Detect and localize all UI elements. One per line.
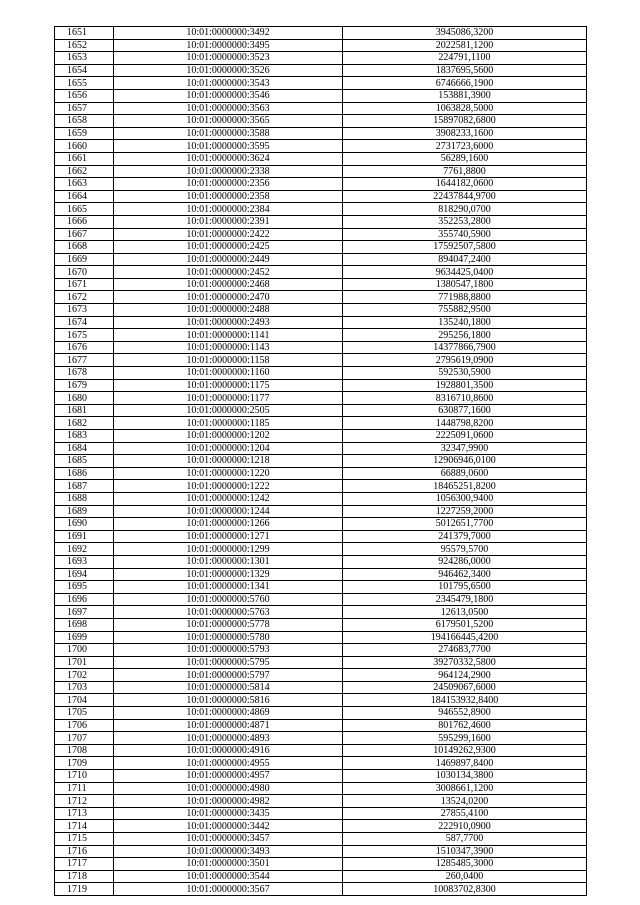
table-row	[55, 354, 587, 367]
cadastral-number-cell: 10:01:0000000:3526	[114, 64, 343, 77]
cadastral-number-cell: 10:01:0000000:3563	[114, 102, 343, 115]
cadastral-number-cell: 10:01:0000000:1222	[114, 480, 343, 493]
value-cell: 1030134,3800	[343, 770, 587, 783]
table-row	[55, 228, 587, 241]
row-number-cell: 1667	[55, 228, 114, 241]
table-row	[55, 64, 587, 77]
row-number-cell: 1709	[55, 757, 114, 770]
cadastral-number-cell: 10:01:0000000:2384	[114, 203, 343, 216]
value-cell: 17592507,5800	[343, 241, 587, 254]
table-row	[55, 190, 587, 203]
table-row	[55, 467, 587, 480]
cadastral-number-cell: 10:01:0000000:4893	[114, 732, 343, 745]
row-number-cell: 1673	[55, 304, 114, 317]
row-number-cell: 1683	[55, 430, 114, 443]
row-number-cell: 1677	[55, 354, 114, 367]
table-row	[55, 127, 587, 140]
cadastral-number-cell: 10:01:0000000:1242	[114, 492, 343, 505]
table-row	[55, 795, 587, 808]
cadastral-number-cell: 10:01:0000000:5778	[114, 618, 343, 631]
cadastral-number-cell: 10:01:0000000:4871	[114, 719, 343, 732]
table-row	[55, 52, 587, 65]
table-row	[55, 379, 587, 392]
value-cell: 946552,8900	[343, 707, 587, 720]
value-cell: 8316710,8600	[343, 392, 587, 405]
value-cell: 95579,5700	[343, 543, 587, 556]
cadastral-number-cell: 10:01:0000000:3457	[114, 833, 343, 846]
value-cell: 801762,4600	[343, 719, 587, 732]
value-cell: 18465251,8200	[343, 480, 587, 493]
cadastral-number-cell: 10:01:0000000:5814	[114, 681, 343, 694]
value-cell: 241379,7000	[343, 530, 587, 543]
row-number-cell: 1699	[55, 631, 114, 644]
value-cell: 222910,0900	[343, 820, 587, 833]
row-number-cell: 1682	[55, 417, 114, 430]
value-cell: 592530,5900	[343, 367, 587, 380]
value-cell: 1285485,3000	[343, 858, 587, 871]
row-number-cell: 1661	[55, 152, 114, 165]
cadastral-number-cell: 10:01:0000000:3523	[114, 52, 343, 65]
table-row	[55, 694, 587, 707]
row-number-cell: 1687	[55, 480, 114, 493]
row-number-cell: 1711	[55, 782, 114, 795]
cadastral-number-cell: 10:01:0000000:2425	[114, 241, 343, 254]
row-number-cell: 1675	[55, 329, 114, 342]
row-number-cell: 1713	[55, 807, 114, 820]
cadastral-number-cell: 10:01:0000000:4982	[114, 795, 343, 808]
value-cell: 894047,2400	[343, 253, 587, 266]
row-number-cell: 1692	[55, 543, 114, 556]
table-row	[55, 707, 587, 720]
value-cell: 352253,2800	[343, 215, 587, 228]
table-row	[55, 215, 587, 228]
value-cell: 1063828,5000	[343, 102, 587, 115]
row-number-cell: 1689	[55, 505, 114, 518]
cadastral-number-cell: 10:01:0000000:1341	[114, 581, 343, 594]
table-row	[55, 530, 587, 543]
cadastral-number-cell: 10:01:0000000:1202	[114, 430, 343, 443]
table-row	[55, 442, 587, 455]
row-number-cell: 1664	[55, 190, 114, 203]
cadastral-table	[54, 26, 587, 896]
table-row	[55, 568, 587, 581]
value-cell: 101795,6500	[343, 581, 587, 594]
value-cell: 1056300,9400	[343, 492, 587, 505]
table-row	[55, 505, 587, 518]
cadastral-number-cell: 10:01:0000000:2470	[114, 291, 343, 304]
row-number-cell: 1678	[55, 367, 114, 380]
table-row	[55, 581, 587, 594]
row-number-cell: 1670	[55, 266, 114, 279]
table-row	[55, 656, 587, 669]
row-number-cell: 1651	[55, 27, 114, 40]
value-cell: 7761,8800	[343, 165, 587, 178]
cadastral-number-cell: 10:01:0000000:2449	[114, 253, 343, 266]
row-number-cell: 1696	[55, 593, 114, 606]
cadastral-number-cell: 10:01:0000000:5793	[114, 644, 343, 657]
value-cell: 12613,0500	[343, 606, 587, 619]
cadastral-number-cell: 10:01:0000000:3588	[114, 127, 343, 140]
row-number-cell: 1718	[55, 870, 114, 883]
value-cell: 184153932,8400	[343, 694, 587, 707]
value-cell: 1928801,3500	[343, 379, 587, 392]
table-row	[55, 115, 587, 128]
row-number-cell: 1653	[55, 52, 114, 65]
row-number-cell: 1656	[55, 89, 114, 102]
row-number-cell: 1708	[55, 744, 114, 757]
value-cell: 595299,1600	[343, 732, 587, 745]
table-row	[55, 644, 587, 657]
value-cell: 12906946,0100	[343, 455, 587, 468]
row-number-cell: 1704	[55, 694, 114, 707]
table-row	[55, 178, 587, 191]
table-row	[55, 833, 587, 846]
value-cell: 2225091,0600	[343, 430, 587, 443]
table-row	[55, 480, 587, 493]
row-number-cell: 1686	[55, 467, 114, 480]
table-row	[55, 341, 587, 354]
cadastral-number-cell: 10:01:0000000:1177	[114, 392, 343, 405]
value-cell: 3008661,1200	[343, 782, 587, 795]
table-row	[55, 404, 587, 417]
cadastral-number-cell: 10:01:0000000:5797	[114, 669, 343, 682]
cadastral-number-cell: 10:01:0000000:4955	[114, 757, 343, 770]
cadastral-number-cell: 10:01:0000000:3624	[114, 152, 343, 165]
cadastral-number-cell: 10:01:0000000:4980	[114, 782, 343, 795]
row-number-cell: 1705	[55, 707, 114, 720]
value-cell: 10149262,9300	[343, 744, 587, 757]
cadastral-number-cell: 10:01:0000000:2422	[114, 228, 343, 241]
table-row	[55, 203, 587, 216]
table-row	[55, 669, 587, 682]
table-row	[55, 757, 587, 770]
cadastral-number-cell: 10:01:0000000:3543	[114, 77, 343, 90]
row-number-cell: 1701	[55, 656, 114, 669]
table-row	[55, 681, 587, 694]
table-row	[55, 417, 587, 430]
cadastral-number-cell: 10:01:0000000:1185	[114, 417, 343, 430]
table-row	[55, 367, 587, 380]
table-row	[55, 870, 587, 883]
row-number-cell: 1719	[55, 883, 114, 896]
table-row	[55, 820, 587, 833]
row-number-cell: 1660	[55, 140, 114, 153]
value-cell: 3945086,3200	[343, 27, 587, 40]
cadastral-number-cell: 10:01:0000000:4916	[114, 744, 343, 757]
cadastral-number-cell: 10:01:0000000:1141	[114, 329, 343, 342]
row-number-cell: 1694	[55, 568, 114, 581]
row-number-cell: 1702	[55, 669, 114, 682]
row-number-cell: 1663	[55, 178, 114, 191]
row-number-cell: 1685	[55, 455, 114, 468]
table-row	[55, 165, 587, 178]
table-row	[55, 455, 587, 468]
row-number-cell: 1672	[55, 291, 114, 304]
cadastral-number-cell: 10:01:0000000:5780	[114, 631, 343, 644]
cadastral-number-cell: 10:01:0000000:3492	[114, 27, 343, 40]
cadastral-number-cell: 10:01:0000000:2452	[114, 266, 343, 279]
value-cell: 24509067,6000	[343, 681, 587, 694]
row-number-cell: 1684	[55, 442, 114, 455]
table-row	[55, 732, 587, 745]
cadastral-number-cell: 10:01:0000000:4869	[114, 707, 343, 720]
table-row	[55, 89, 587, 102]
value-cell: 153881,3900	[343, 89, 587, 102]
value-cell: 2022581,1200	[343, 39, 587, 52]
cadastral-number-cell: 10:01:0000000:2493	[114, 316, 343, 329]
table-row	[55, 77, 587, 90]
row-number-cell: 1652	[55, 39, 114, 52]
value-cell: 14377866,7900	[343, 341, 587, 354]
value-cell: 1644182,0600	[343, 178, 587, 191]
table-row	[55, 807, 587, 820]
value-cell: 135240,1800	[343, 316, 587, 329]
row-number-cell: 1698	[55, 618, 114, 631]
row-number-cell: 1668	[55, 241, 114, 254]
cadastral-number-cell: 10:01:0000000:3501	[114, 858, 343, 871]
row-number-cell: 1716	[55, 845, 114, 858]
table-row	[55, 593, 587, 606]
cadastral-number-cell: 10:01:0000000:2505	[114, 404, 343, 417]
value-cell: 39270332,5800	[343, 656, 587, 669]
value-cell: 2345479,1800	[343, 593, 587, 606]
row-number-cell: 1695	[55, 581, 114, 594]
table-row	[55, 291, 587, 304]
value-cell: 66889,0600	[343, 467, 587, 480]
value-cell: 22437844,9700	[343, 190, 587, 203]
cadastral-number-cell: 10:01:0000000:5760	[114, 593, 343, 606]
value-cell: 274683,7700	[343, 644, 587, 657]
cadastral-number-cell: 10:01:0000000:2391	[114, 215, 343, 228]
cadastral-number-cell: 10:01:0000000:3565	[114, 115, 343, 128]
row-number-cell: 1717	[55, 858, 114, 871]
table-row	[55, 39, 587, 52]
table-row	[55, 883, 587, 896]
value-cell: 355740,5900	[343, 228, 587, 241]
value-cell: 630877,1600	[343, 404, 587, 417]
cadastral-number-cell: 10:01:0000000:3442	[114, 820, 343, 833]
cadastral-number-cell: 10:01:0000000:4957	[114, 770, 343, 783]
table-row	[55, 845, 587, 858]
value-cell: 924286,0000	[343, 555, 587, 568]
table-body	[55, 27, 587, 896]
value-cell: 9634425,0400	[343, 266, 587, 279]
value-cell: 964124,2900	[343, 669, 587, 682]
value-cell: 1227259,2000	[343, 505, 587, 518]
value-cell: 5012651,7700	[343, 518, 587, 531]
row-number-cell: 1662	[55, 165, 114, 178]
cadastral-number-cell: 10:01:0000000:1329	[114, 568, 343, 581]
value-cell: 13524,0200	[343, 795, 587, 808]
row-number-cell: 1703	[55, 681, 114, 694]
table-row	[55, 744, 587, 757]
table-row	[55, 543, 587, 556]
table-row	[55, 719, 587, 732]
row-number-cell: 1676	[55, 341, 114, 354]
cadastral-number-cell: 10:01:0000000:5795	[114, 656, 343, 669]
value-cell: 1448798,8200	[343, 417, 587, 430]
row-number-cell: 1714	[55, 820, 114, 833]
cadastral-number-cell: 10:01:0000000:3493	[114, 845, 343, 858]
row-number-cell: 1674	[55, 316, 114, 329]
row-number-cell: 1669	[55, 253, 114, 266]
value-cell: 946462,3400	[343, 568, 587, 581]
cadastral-number-cell: 10:01:0000000:2358	[114, 190, 343, 203]
value-cell: 1380547,1800	[343, 278, 587, 291]
cadastral-number-cell: 10:01:0000000:1160	[114, 367, 343, 380]
value-cell: 56289,1600	[343, 152, 587, 165]
value-cell: 6746666,1900	[343, 77, 587, 90]
table-row	[55, 606, 587, 619]
table-row	[55, 770, 587, 783]
cadastral-number-cell: 10:01:0000000:2468	[114, 278, 343, 291]
row-number-cell: 1681	[55, 404, 114, 417]
row-number-cell: 1710	[55, 770, 114, 783]
row-number-cell: 1691	[55, 530, 114, 543]
cadastral-number-cell: 10:01:0000000:2356	[114, 178, 343, 191]
row-number-cell: 1679	[55, 379, 114, 392]
value-cell: 15897082,6800	[343, 115, 587, 128]
table-row	[55, 631, 587, 644]
row-number-cell: 1688	[55, 492, 114, 505]
row-number-cell: 1707	[55, 732, 114, 745]
row-number-cell: 1690	[55, 518, 114, 531]
cadastral-number-cell: 10:01:0000000:3546	[114, 89, 343, 102]
row-number-cell: 1706	[55, 719, 114, 732]
cadastral-number-cell: 10:01:0000000:3595	[114, 140, 343, 153]
value-cell: 295256,1800	[343, 329, 587, 342]
cadastral-number-cell: 10:01:0000000:1220	[114, 467, 343, 480]
value-cell: 771988,8800	[343, 291, 587, 304]
value-cell: 818290,0700	[343, 203, 587, 216]
table-row	[55, 278, 587, 291]
cadastral-number-cell: 10:01:0000000:3544	[114, 870, 343, 883]
table-row	[55, 430, 587, 443]
cadastral-number-cell: 10:01:0000000:2488	[114, 304, 343, 317]
table-row	[55, 858, 587, 871]
cadastral-number-cell: 10:01:0000000:1158	[114, 354, 343, 367]
cadastral-number-cell: 10:01:0000000:1218	[114, 455, 343, 468]
row-number-cell: 1658	[55, 115, 114, 128]
table-row	[55, 253, 587, 266]
cadastral-number-cell: 10:01:0000000:3495	[114, 39, 343, 52]
value-cell: 32347,9900	[343, 442, 587, 455]
value-cell: 1469897,8400	[343, 757, 587, 770]
cadastral-number-cell: 10:01:0000000:2338	[114, 165, 343, 178]
table-row	[55, 266, 587, 279]
row-number-cell: 1700	[55, 644, 114, 657]
cadastral-number-cell: 10:01:0000000:1271	[114, 530, 343, 543]
row-number-cell: 1655	[55, 77, 114, 90]
cadastral-number-cell: 10:01:0000000:1143	[114, 341, 343, 354]
row-number-cell: 1693	[55, 555, 114, 568]
table-row	[55, 241, 587, 254]
cadastral-number-cell: 10:01:0000000:1175	[114, 379, 343, 392]
value-cell: 1510347,3900	[343, 845, 587, 858]
table-row	[55, 329, 587, 342]
table-row	[55, 152, 587, 165]
row-number-cell: 1715	[55, 833, 114, 846]
cadastral-number-cell: 10:01:0000000:3567	[114, 883, 343, 896]
table-row	[55, 140, 587, 153]
value-cell: 6179501,5200	[343, 618, 587, 631]
row-number-cell: 1697	[55, 606, 114, 619]
value-cell: 194166445,4200	[343, 631, 587, 644]
value-cell: 587,7700	[343, 833, 587, 846]
row-number-cell: 1666	[55, 215, 114, 228]
row-number-cell: 1712	[55, 795, 114, 808]
cadastral-number-cell: 10:01:0000000:1204	[114, 442, 343, 455]
row-number-cell: 1654	[55, 64, 114, 77]
cadastral-number-cell: 10:01:0000000:1299	[114, 543, 343, 556]
table-row	[55, 102, 587, 115]
row-number-cell: 1665	[55, 203, 114, 216]
value-cell: 3908233,1600	[343, 127, 587, 140]
table-row	[55, 782, 587, 795]
row-number-cell: 1680	[55, 392, 114, 405]
table-row	[55, 518, 587, 531]
table-row	[55, 27, 587, 40]
cadastral-number-cell: 10:01:0000000:1301	[114, 555, 343, 568]
value-cell: 2731723,6000	[343, 140, 587, 153]
table-row	[55, 618, 587, 631]
table-row	[55, 492, 587, 505]
row-number-cell: 1671	[55, 278, 114, 291]
row-number-cell: 1659	[55, 127, 114, 140]
row-number-cell: 1657	[55, 102, 114, 115]
cadastral-number-cell: 10:01:0000000:5816	[114, 694, 343, 707]
cadastral-number-cell: 10:01:0000000:1266	[114, 518, 343, 531]
value-cell: 2795619,0900	[343, 354, 587, 367]
table-row	[55, 555, 587, 568]
table-row	[55, 316, 587, 329]
value-cell: 1837695,5600	[343, 64, 587, 77]
value-cell: 755882,9500	[343, 304, 587, 317]
cadastral-number-cell: 10:01:0000000:5763	[114, 606, 343, 619]
table-row	[55, 392, 587, 405]
value-cell: 10083702,8300	[343, 883, 587, 896]
value-cell: 224791,1100	[343, 52, 587, 65]
value-cell: 260,0400	[343, 870, 587, 883]
table-row	[55, 304, 587, 317]
cadastral-number-cell: 10:01:0000000:3435	[114, 807, 343, 820]
cadastral-number-cell: 10:01:0000000:1244	[114, 505, 343, 518]
value-cell: 27855,4100	[343, 807, 587, 820]
